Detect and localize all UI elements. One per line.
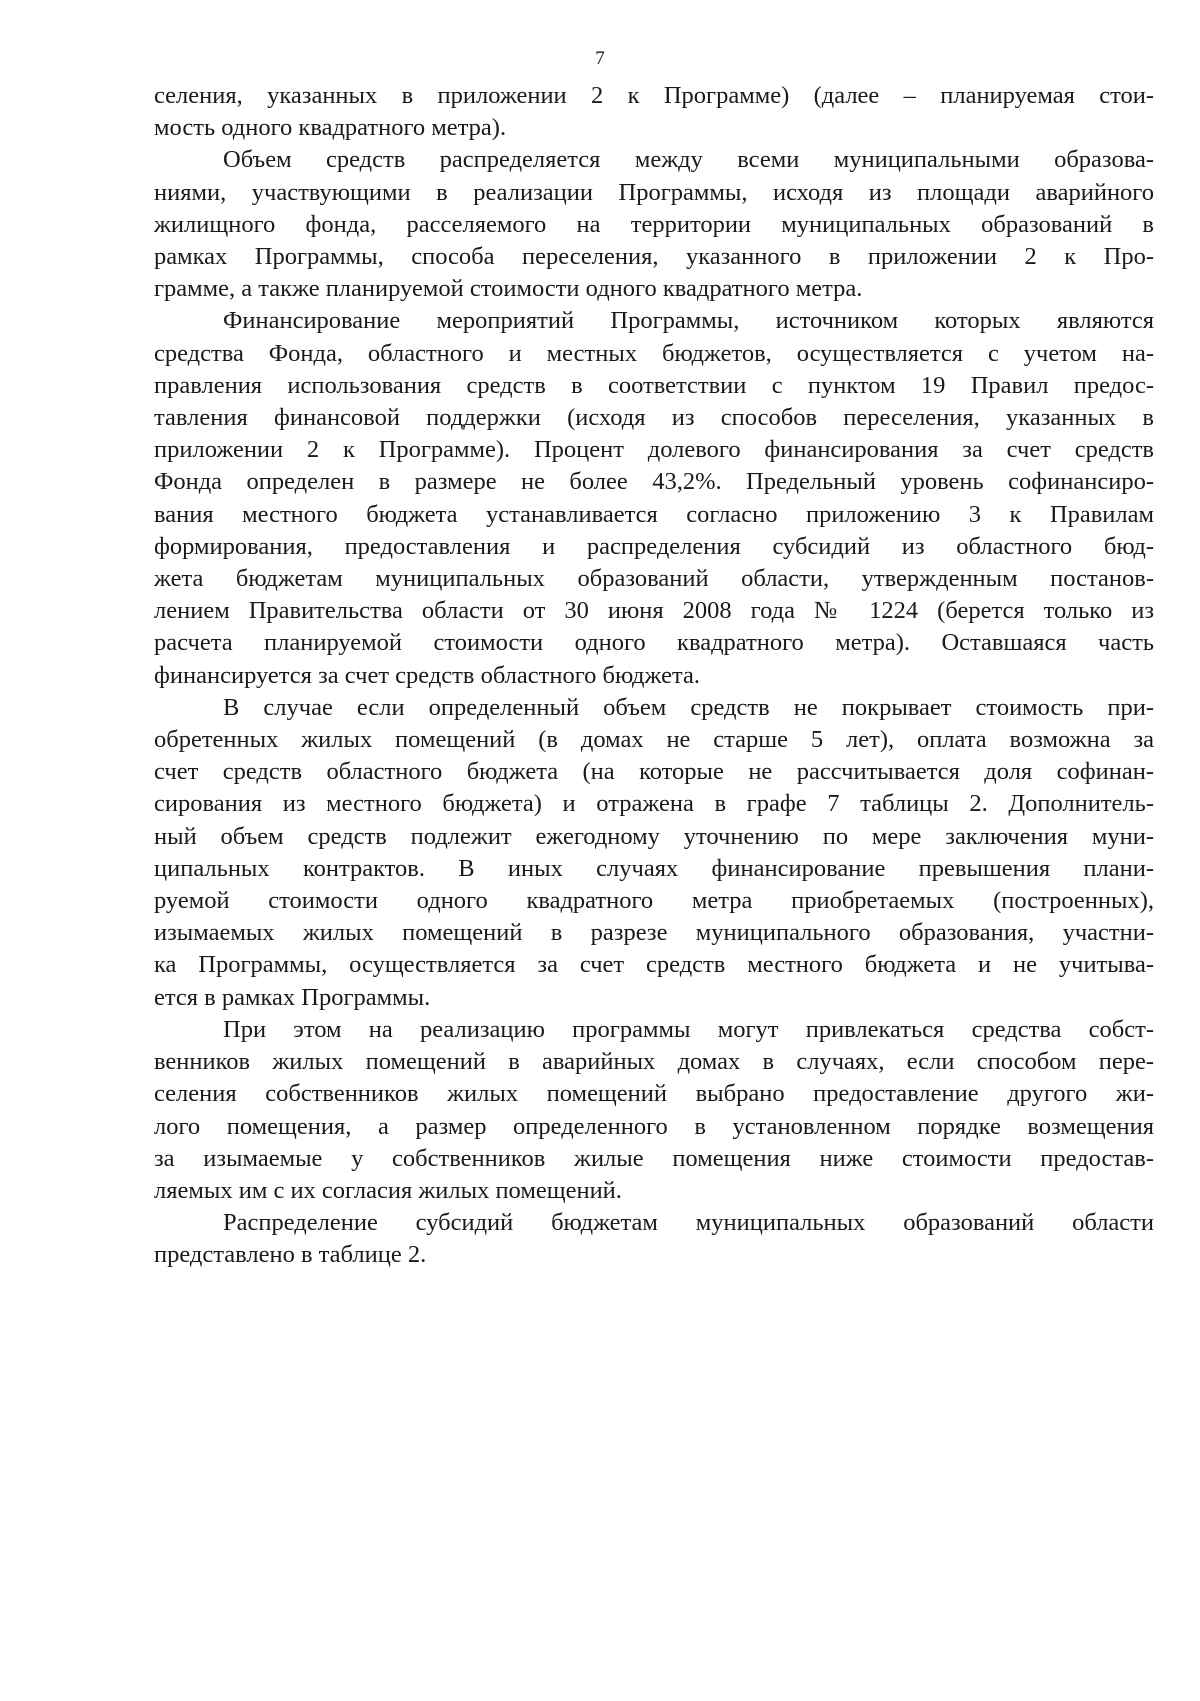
text-line: В случае если определенный объем средств не покрывает стоимость при- <box>223 693 1154 721</box>
text-line: правления использования средств в соответствии с пунктом 19 Правил предос- <box>154 371 1154 399</box>
text-line: мость одного квадратного метра). <box>154 114 507 142</box>
text-line: жета бюджетам муниципальных образований области, утвержденным постанов- <box>154 565 1154 593</box>
text-line: изымаемых жилых помещений в разрезе муниципального образования, участни- <box>154 919 1154 947</box>
text-line: лого помещения, а размер определенного в установленном порядке возмещения <box>154 1112 1154 1140</box>
text-line: жилищного фонда, расселяемого на территории муниципальных образований в <box>154 210 1154 238</box>
text-line: руемой стоимости одного квадратного метра приобретаемых (построенных), <box>154 887 1154 915</box>
paragraph <box>154 1207 1154 1271</box>
text-line: селения, указанных в приложении 2 к Программе) (далее – планируемая стои- <box>154 82 1154 109</box>
text-line: Финансирование мероприятий Программы, источником которых являются <box>223 307 1154 335</box>
text-line: ляемых им с их согласия жилых помещений. <box>154 1176 622 1204</box>
text-line: грамме, а также планируемой стоимости одного квадратного метра. <box>154 275 863 303</box>
text-line: ется в рамках Программы. <box>154 983 431 1011</box>
paragraph <box>154 305 1154 691</box>
text-line: за изымаемые у собственников жилые помещения ниже стоимости предостав- <box>154 1144 1154 1172</box>
text-line: расчета планируемой стоимости одного квадратного метра). Оставшаяся часть <box>154 629 1154 657</box>
text-line: Распределение субсидий бюджетам муниципальных образований области <box>223 1209 1154 1237</box>
text-line: средства Фонда, областного и местных бюджетов, осуществляется с учетом на- <box>154 339 1154 367</box>
text-line: При этом на реализацию программы могут привлекаться средства собст- <box>223 1015 1154 1043</box>
text-line: селения собственников жилых помещений выбрано предоставление другого жи- <box>154 1080 1154 1108</box>
document-body <box>154 80 1154 1272</box>
paragraph <box>154 692 1154 1014</box>
paragraph <box>154 80 1154 144</box>
text-line: венников жилых помещений в аварийных домах в случаях, если способом пере- <box>154 1048 1154 1076</box>
paragraph <box>154 1014 1154 1207</box>
text-line: формирования, предоставления и распределения субсидий из областного бюд- <box>154 532 1154 560</box>
text-line: ниями, участвующими в реализации Программы, исходя из площади аварийного <box>154 178 1154 206</box>
paragraph <box>154 144 1154 305</box>
text-line: Фонда определен в размере не более 43,2%. Предельный уровень софинансиро- <box>154 468 1154 496</box>
text-line: рамках Программы, способа переселения, указанного в приложении 2 к Про- <box>154 243 1154 271</box>
text-line: приложении 2 к Программе). Процент долевого финансирования за счет средств <box>154 436 1154 464</box>
text-line: ный объем средств подлежит ежегодному уточнению по мере заключения муни- <box>154 822 1154 850</box>
text-line: представлено в таблице 2. <box>154 1241 427 1269</box>
text-line: вания местного бюджета устанавливается согласно приложению 3 к Правилам <box>154 500 1154 528</box>
text-line: Объем средств распределяется между всеми муниципальными образова- <box>223 146 1154 174</box>
text-line: ципальных контрактов. В иных случаях финансирование превышения плани- <box>154 854 1154 882</box>
text-line: счет средств областного бюджета (на которые не рассчитывается доля софинан- <box>154 758 1154 786</box>
text-line: ка Программы, осуществляется за счет средств местного бюджета и не учитыва- <box>154 951 1154 979</box>
text-line: тавления финансовой поддержки (исходя из способов переселения, указанных в <box>154 404 1154 432</box>
text-line: финансируется за счет средств областного бюджета. <box>154 661 701 689</box>
text-line: сирования из местного бюджета) и отражена в графе 7 таблицы 2. Дополнитель- <box>154 790 1154 818</box>
text-line: лением Правительства области от 30 июня 2008 года № 1224 (берется только из <box>154 597 1154 625</box>
text-line: обретенных жилых помещений (в домах не старше 5 лет), оплата возможна за <box>154 726 1154 754</box>
page-number: 7 <box>595 48 605 69</box>
